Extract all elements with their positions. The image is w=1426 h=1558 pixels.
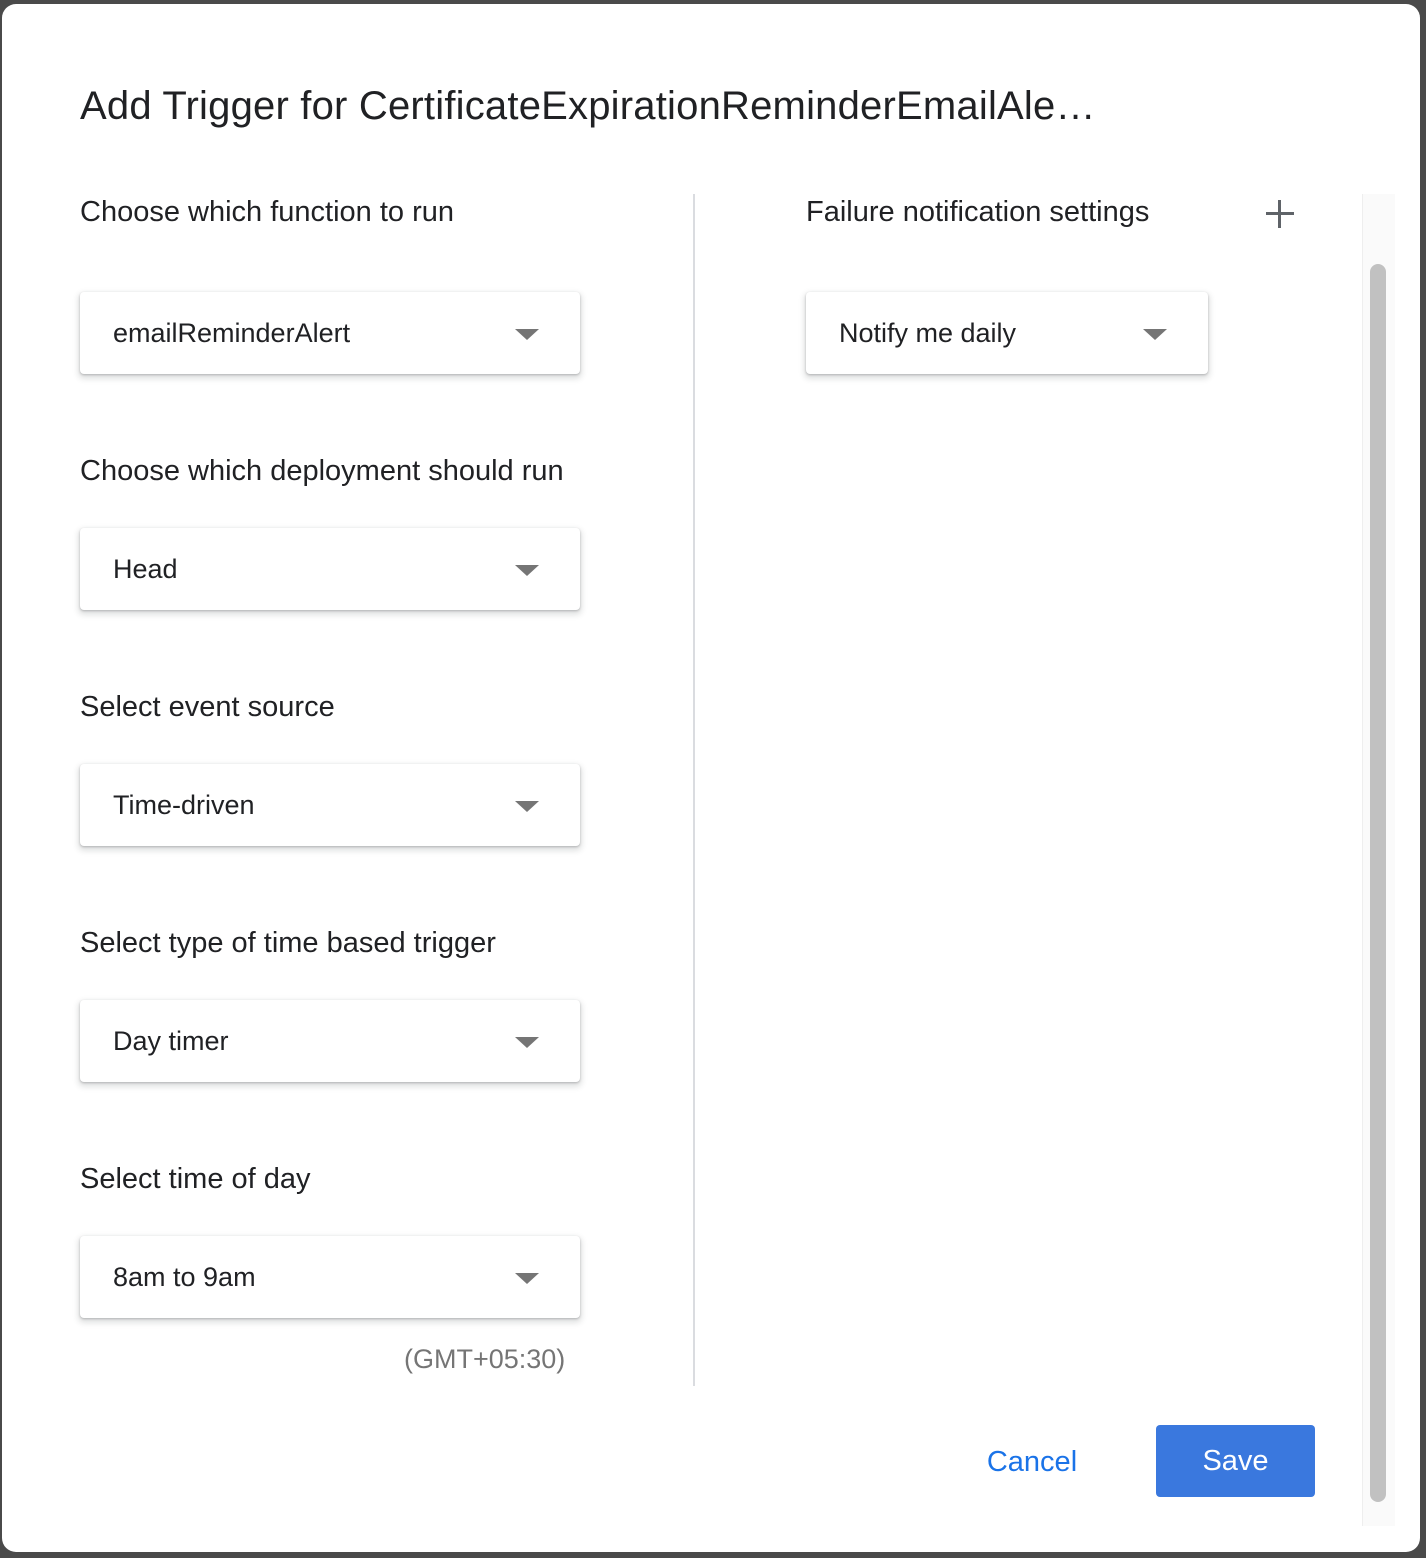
trigger-type-label: Select type of time based trigger (80, 927, 496, 959)
time-of-day-label: Select time of day (80, 1163, 311, 1195)
event-source-select[interactable] (80, 764, 580, 846)
event-source-label: Select event source (80, 691, 335, 723)
dropdown-arrow-icon (515, 801, 539, 812)
dropdown-arrow-icon (1143, 329, 1167, 340)
dropdown-arrow-icon (515, 1273, 539, 1284)
failure-notification-label: Failure notification settings (806, 196, 1150, 228)
plus-icon[interactable] (1264, 198, 1296, 230)
deployment-label: Choose which deployment should run (80, 455, 564, 487)
dropdown-arrow-icon (515, 1037, 539, 1048)
dropdown-arrow-icon (515, 329, 539, 340)
dropdown-arrow-icon (515, 565, 539, 576)
time-of-day-select-value: 8am to 9am (113, 1262, 256, 1292)
time-of-day-select[interactable] (80, 1236, 580, 1318)
function-select-value: emailReminderAlert (113, 318, 351, 348)
dialog-title: Add Trigger for CertificateExpirationReminderEmailAle… (80, 84, 1096, 128)
event-source-select-value: Time-driven (113, 790, 255, 820)
cancel-button[interactable]: Cancel (986, 1446, 1078, 1478)
timezone-note: (GMT+05:30) (404, 1344, 566, 1374)
failure-notification-select[interactable] (806, 292, 1208, 374)
save-button[interactable]: Save (1156, 1425, 1315, 1497)
column-divider (693, 194, 695, 1386)
deployment-select-value: Head (113, 554, 178, 584)
function-label: Choose which function to run (80, 196, 454, 228)
add-trigger-dialog (2, 4, 1420, 1552)
function-select[interactable] (80, 292, 580, 374)
scrollbar-thumb[interactable] (1370, 264, 1386, 1502)
trigger-type-select[interactable] (80, 1000, 580, 1082)
failure-notification-select-value: Notify me daily (839, 318, 1017, 348)
trigger-type-select-value: Day timer (113, 1026, 229, 1056)
deployment-select[interactable] (80, 528, 580, 610)
